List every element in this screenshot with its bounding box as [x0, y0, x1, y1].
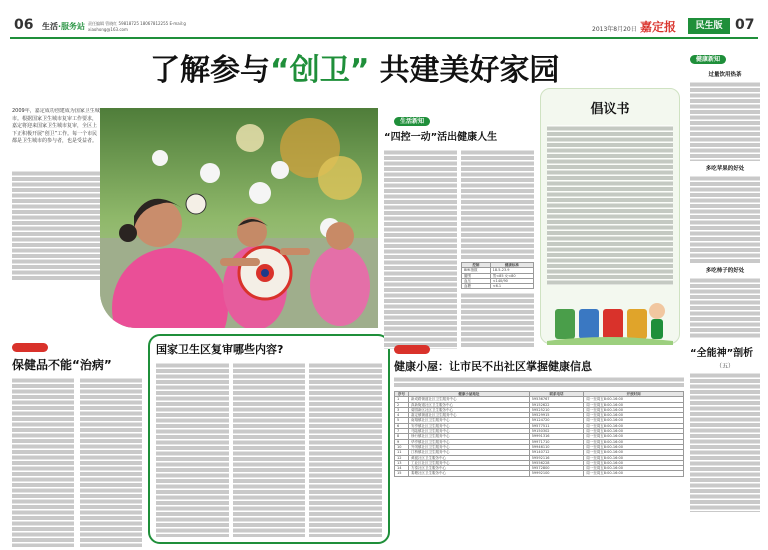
intro-text: 2009年，嘉定成功创建成为国家卫生城市。根据国家卫生城市复审工作要求，嘉定将迎来国家卫生城市复审，全区上下正积极开展“创卫”工作。每一个市民都是卫生城市的参与者，也是受益者。 [12, 108, 100, 144]
hut-cell: 59152622 [529, 402, 584, 407]
hut-cell: 59592116 [529, 455, 584, 460]
proposal-section [540, 88, 680, 344]
sidebar-body-2 [690, 175, 760, 263]
hut-cell: 59992100 [529, 471, 584, 476]
hut-cell: 周一至周五8:00-16:00 [584, 407, 684, 412]
four-control-section [384, 108, 534, 344]
hut-cell: 嘉定镇街道社区卫生服务中心 [409, 413, 530, 418]
sidebar-title-1: 过量饮用热茶 [708, 72, 742, 78]
sidebar-title-3: 多吃柿子的好处 [705, 268, 745, 274]
hut-cell: 外冈镇社区卫生服务中心 [409, 444, 530, 449]
hut-cell: 菊园新区社区卫生服务中心 [409, 407, 530, 412]
hut-cell: 59529915 [529, 413, 584, 418]
header-rule [10, 37, 758, 39]
review-columns [156, 362, 382, 537]
four-control-columns [384, 149, 534, 349]
hut-cell: 新成路街道社区卫生服务中心 [409, 397, 530, 402]
sidebar-title-2: 多吃苹果的好处 [705, 166, 745, 172]
hut-header-address: 健康小屋地址 [409, 392, 530, 397]
hut-cell: 周一至周五8:00-16:00 [584, 423, 684, 428]
review-col-1 [156, 362, 229, 537]
hut-cell: 2 [395, 402, 409, 407]
review-col-2 [233, 362, 306, 537]
hut-cell: 周一至周五8:00-16:00 [584, 413, 684, 418]
proposal-title: 倡议书 [590, 102, 630, 117]
health-hut-section [394, 336, 684, 544]
health-hut-tag: 服务快讯 [394, 345, 430, 354]
consumption-body [12, 377, 74, 547]
sidebar-tag: 健康新知 [690, 55, 726, 64]
four-control-col-2 [461, 149, 534, 349]
four-cell: 男<85 女<80 [490, 273, 533, 278]
editor-meta: 责任编辑 管晓红 59818725 18067812255 E-mail:gxiaohong@163.com [88, 21, 186, 32]
hut-cell: 11 [395, 450, 409, 455]
main-headline [150, 52, 590, 92]
hut-cell: 徐行镇社区卫生服务中心 [409, 434, 530, 439]
four-control-col-2-top [461, 149, 534, 259]
intro-block [12, 108, 100, 280]
hut-cell: 9 [395, 439, 409, 444]
hut-cell: 周一至周五8:00-16:00 [584, 439, 684, 444]
four-control-tag: 生活新知 [394, 117, 430, 126]
section-label-right: 民生版 [688, 18, 730, 34]
hut-cell: 娄塘社区卫生服务中心 [409, 471, 530, 476]
hut-cell: 周一至周五8:00-16:00 [584, 397, 684, 402]
consumption-body-col2 [80, 377, 142, 547]
hut-cell: 59577511 [529, 423, 584, 428]
headline-part-2: 共建美好家园 [379, 53, 560, 88]
headline-part-1: 了解参与 [150, 53, 270, 88]
hut-cell: 周一至周五8:00-16:00 [584, 450, 684, 455]
four-cell: BMI指数 [462, 268, 491, 273]
section-left-sub: 服务站 [61, 22, 86, 31]
hut-cell: 江桥镇社区卫生服务中心 [409, 450, 530, 455]
consumption-tag: 消费提示 [12, 343, 48, 352]
hut-cell: 59525210 [529, 407, 584, 412]
hut-cell: 8 [395, 434, 409, 439]
section-label-left: 生活·服务站 [42, 22, 86, 31]
four-cell: <6.1 [490, 284, 533, 289]
health-hut-title: 健康小屋：让市民不出社区掌握健康信息 [394, 360, 592, 373]
hut-cell: 3 [395, 407, 409, 412]
hut-cell: 周一至周五8:00-16:00 [584, 471, 684, 476]
hut-header-phone: 联系电话 [529, 392, 584, 397]
review-section [148, 334, 390, 544]
hut-cell: 59971710 [529, 439, 584, 444]
hut-cell: 59124720 [529, 418, 584, 423]
health-hut-lead [394, 376, 684, 388]
four-control-title: “四控一动”活出健康人生 [384, 132, 498, 143]
paper-masthead: 嘉定报 [640, 20, 677, 34]
four-table-header-1: 控制 [462, 263, 491, 268]
page-number-left: 06 [14, 17, 34, 33]
hut-cell: 59572800 [529, 466, 584, 471]
hut-cell: 5 [395, 418, 409, 423]
table-row [395, 471, 684, 476]
hut-cell: 周一至周五8:00-16:00 [584, 418, 684, 423]
review-col-3 [309, 362, 382, 537]
health-hut-table [394, 391, 684, 477]
hut-cell: 南翔镇社区卫生服务中心 [409, 418, 530, 423]
hut-cell: 59140712 [529, 450, 584, 455]
four-cell: 腰围 [462, 273, 491, 278]
consumption-title: 保健品不能“治病” [12, 358, 112, 372]
hut-cell: 方泰社区卫生服务中心 [409, 466, 530, 471]
consumption-tip-section [12, 334, 142, 544]
four-cell: 血压 [462, 278, 491, 283]
hut-cell: 12 [395, 455, 409, 460]
hut-cell: 7 [395, 429, 409, 434]
hut-cell: 59556228 [529, 460, 584, 465]
hut-cell: 周一至周五8:00-16:00 [584, 429, 684, 434]
headline-quote: “创卫” [270, 53, 370, 88]
hut-cell: 工业区社区卫生服务中心 [409, 460, 530, 465]
page-number-right: 07 [735, 17, 755, 33]
sidebar-body-3 [690, 277, 760, 339]
four-table-header-2: 健康标准 [490, 263, 533, 268]
hut-cell: 1 [395, 397, 409, 402]
hut-cell: 15 [395, 471, 409, 476]
main-photo [100, 108, 378, 328]
feature-title: “全能神”剖析 [690, 348, 754, 359]
four-cell: 血糖 [462, 284, 491, 289]
four-control-col-1 [384, 149, 457, 349]
four-control-table [461, 262, 534, 289]
intro-text-lines [12, 170, 100, 280]
four-cell: <140/90 [490, 278, 533, 283]
page-header [0, 0, 768, 40]
hut-cell: 59536767 [529, 397, 584, 402]
hut-cell: 周一至周五8:00-16:00 [584, 460, 684, 465]
hut-cell: 黄渡社区卫生服务中心 [409, 455, 530, 460]
hut-cell: 6 [395, 423, 409, 428]
hut-cell: 13 [395, 460, 409, 465]
hut-cell: 59991316 [529, 434, 584, 439]
section-left-main: 生活 [42, 22, 58, 31]
hut-cell: 59946110 [529, 444, 584, 449]
proposal-body [547, 125, 673, 285]
hut-cell: 14 [395, 466, 409, 471]
issue-date: 2013年8月20日 [592, 26, 637, 33]
feature-body [690, 372, 760, 512]
hut-cell: 周一至周五8:00-16:00 [584, 444, 684, 449]
hut-header-index: 序号 [395, 392, 409, 397]
hut-header-hours: 开放时间 [584, 392, 684, 397]
hut-cell: 周一至周五8:00-16:00 [584, 434, 684, 439]
hut-cell: 真新街道社区卫生服务中心 [409, 402, 530, 407]
hut-cell: 59150302 [529, 429, 584, 434]
hut-cell: 10 [395, 444, 409, 449]
sidebar-body-1 [690, 81, 760, 161]
exercise-photo-illustration [100, 108, 378, 328]
hut-cell: 马陆镇社区卫生服务中心 [409, 429, 530, 434]
hut-cell: 周一至周五8:00-16:00 [584, 402, 684, 407]
feature-subtitle: （五） [715, 363, 734, 370]
hut-cell: 安亭镇社区卫生服务中心 [409, 423, 530, 428]
hut-cell: 周一至周五8:00-16:00 [584, 466, 684, 471]
right-sidebar [690, 46, 760, 546]
four-cell: 18.5-23.9 [490, 268, 533, 273]
hut-cell: 4 [395, 413, 409, 418]
hut-cell: 华亭镇社区卫生服务中心 [409, 439, 530, 444]
review-title: 国家卫生区复审哪些内容? [156, 343, 284, 356]
hut-cell: 周一至周五8:00-16:00 [584, 455, 684, 460]
